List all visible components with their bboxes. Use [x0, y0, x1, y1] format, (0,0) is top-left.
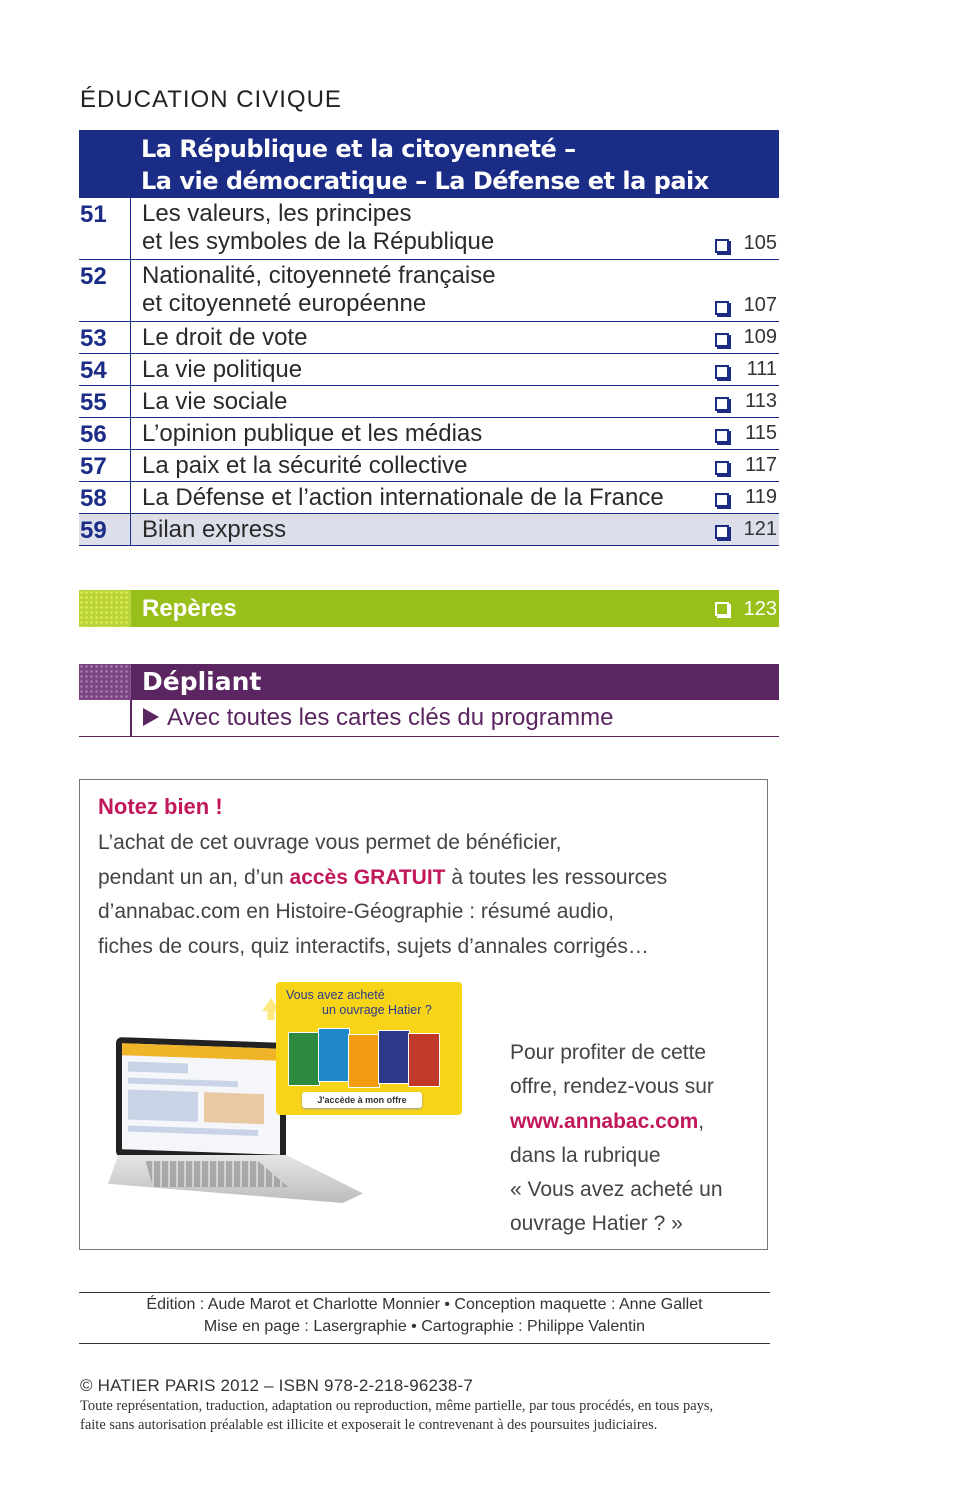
- toc-row[interactable]: [79, 260, 779, 322]
- chapter-title: Les valeurs, les principes: [142, 200, 412, 227]
- chapter-title: La vie sociale: [142, 388, 288, 415]
- toc-row[interactable]: [79, 482, 779, 514]
- offer-line: « Vous avez acheté un: [510, 1178, 723, 1202]
- checkbox-icon[interactable]: [715, 333, 729, 347]
- chapter-number: 51: [80, 201, 107, 228]
- chapter-title-line2: et les symboles de la République: [142, 228, 495, 255]
- chapter-number: 58: [80, 485, 107, 512]
- legal-notice: [80, 1397, 780, 1435]
- toc-header-line2: La vie démocratique – La Défense et la paix: [141, 167, 709, 195]
- credits-line2: Mise en page : Lasergraphie • Cartographie : Philippe Valentin: [203, 1318, 646, 1335]
- depliant-label: Dépliant: [142, 667, 262, 696]
- toc-header-line1: La République et la citoyenneté –: [141, 135, 576, 163]
- checkbox-icon[interactable]: [715, 429, 729, 443]
- page-number: 107: [743, 294, 777, 316]
- toc-row[interactable]: [79, 450, 779, 482]
- chapter-title: La vie politique: [142, 356, 303, 383]
- chapter-title: La paix et la sécurité collective: [142, 452, 468, 479]
- book-cover-icon: [378, 1030, 410, 1084]
- offer-line: dans la rubrique: [510, 1143, 661, 1167]
- dot-texture-icon: [79, 590, 131, 627]
- toc-row[interactable]: [79, 322, 779, 354]
- toc-row[interactable]: [79, 198, 779, 260]
- chapter-number: 57: [80, 453, 107, 480]
- note-text: pendant un an, d’un: [98, 865, 290, 889]
- checkbox-icon[interactable]: [715, 239, 729, 253]
- note-heading: Notez bien !: [98, 794, 223, 819]
- checkbox-icon[interactable]: [715, 461, 729, 475]
- note-paragraph: [98, 826, 758, 964]
- page-number: 109: [743, 326, 777, 348]
- offer-line: offre, rendez-vous sur: [510, 1075, 714, 1099]
- reperes-bar[interactable]: [79, 590, 779, 627]
- legal-line1: Toute représentation, traduction, adaptation ou reproduction, même partielle, par tous procédés, en tous pays,: [80, 1398, 714, 1414]
- access-offer-button[interactable]: J'accède à mon offre: [302, 1092, 422, 1108]
- offer-line: ouvrage Hatier ? »: [510, 1212, 683, 1236]
- page-number: 117: [745, 454, 777, 476]
- checkbox-icon[interactable]: [715, 301, 729, 315]
- copyright: © HATIER PARIS 2012 – ISBN 978-2-218-96238-7: [80, 1376, 474, 1395]
- book-cover-icon: [318, 1028, 350, 1082]
- toc-row[interactable]: [79, 418, 779, 450]
- chapter-title: La Défense et l’action internationale de la France: [142, 484, 664, 511]
- chapter-number: 52: [80, 263, 107, 290]
- credits: [79, 1292, 770, 1344]
- page-number: 115: [745, 422, 777, 444]
- note-line: d’annabac.com en Histoire-Géographie : résumé audio,: [98, 900, 614, 923]
- legal-line2: faite sans autorisation préalable est illicite et exposerait le contrevenant à des poursuites judiciaires.: [80, 1417, 658, 1433]
- toc-row[interactable]: [79, 514, 779, 546]
- depliant-subtitle: [143, 704, 613, 732]
- section-label: ÉDUCATION CIVIQUE: [80, 86, 342, 113]
- checkbox-icon[interactable]: [715, 493, 729, 507]
- laptop-screen: [116, 1037, 286, 1163]
- book-cover-icon: [348, 1034, 380, 1088]
- credits-line1: Édition : Aude Marot et Charlotte Monnier • Conception maquette : Anne Gallet: [146, 1296, 703, 1313]
- table-of-contents: [79, 130, 779, 546]
- chapter-number: 56: [80, 421, 107, 448]
- page-number: 111: [746, 358, 777, 380]
- book-covers: [288, 1028, 438, 1084]
- checkbox-icon[interactable]: [715, 602, 729, 616]
- checkbox-icon[interactable]: [715, 397, 729, 411]
- note-line: [98, 861, 758, 896]
- depliant-bar: [79, 664, 779, 700]
- free-access-highlight: accès GRATUIT: [289, 865, 446, 889]
- chapter-title: Le droit de vote: [142, 324, 308, 351]
- chapter-title: L’opinion publique et les médias: [142, 420, 483, 447]
- reperes-label: Repères: [142, 595, 237, 622]
- page-number: 119: [745, 486, 777, 508]
- depliant-section: [79, 664, 779, 737]
- chapter-number: 53: [80, 325, 107, 352]
- page-number: 105: [743, 232, 777, 254]
- chapter-number: 55: [80, 389, 107, 416]
- book-cover-icon: [288, 1032, 320, 1086]
- note-box: [79, 779, 768, 1250]
- promo-line1: Vous avez acheté: [286, 988, 385, 1002]
- chapter-number: 59: [80, 517, 107, 544]
- checkbox-icon[interactable]: [715, 365, 729, 379]
- toc-row[interactable]: [79, 386, 779, 418]
- dot-texture-icon: [79, 664, 131, 700]
- promo-card: [276, 982, 462, 1115]
- page-number: 121: [743, 518, 777, 540]
- annabac-link[interactable]: www.annabac.com: [510, 1109, 699, 1133]
- offer-text: ,: [698, 1109, 705, 1133]
- book-cover-icon: [408, 1033, 440, 1087]
- page-number: 113: [745, 390, 777, 412]
- divider: [130, 700, 132, 736]
- checkbox-icon[interactable]: [715, 525, 729, 539]
- chapter-title: Bilan express: [142, 516, 287, 543]
- toc-row[interactable]: [79, 354, 779, 386]
- offer-line: [510, 1105, 760, 1139]
- note-line: fiches de cours, quiz interactifs, sujets d’annales corrigés…: [98, 934, 649, 958]
- page-number: 123: [743, 598, 777, 620]
- chapter-title: Nationalité, citoyenneté française: [142, 262, 496, 289]
- play-triangle-icon: [143, 708, 159, 726]
- promo-line2: un ouvrage Hatier ?: [322, 1003, 432, 1017]
- toc-header: [79, 130, 779, 198]
- offer-line: Pour profiter de cette: [510, 1041, 707, 1064]
- chapter-title-line2: et citoyenneté européenne: [142, 290, 427, 317]
- depliant-subtitle-text: Avec toutes les cartes clés du programme: [167, 704, 614, 731]
- note-line: L’achat de cet ouvrage vous permet de bénéficier,: [98, 831, 562, 854]
- note-text: à toutes les ressources: [445, 865, 668, 889]
- offer-instructions: [510, 1036, 760, 1242]
- chapter-number: 54: [80, 357, 107, 384]
